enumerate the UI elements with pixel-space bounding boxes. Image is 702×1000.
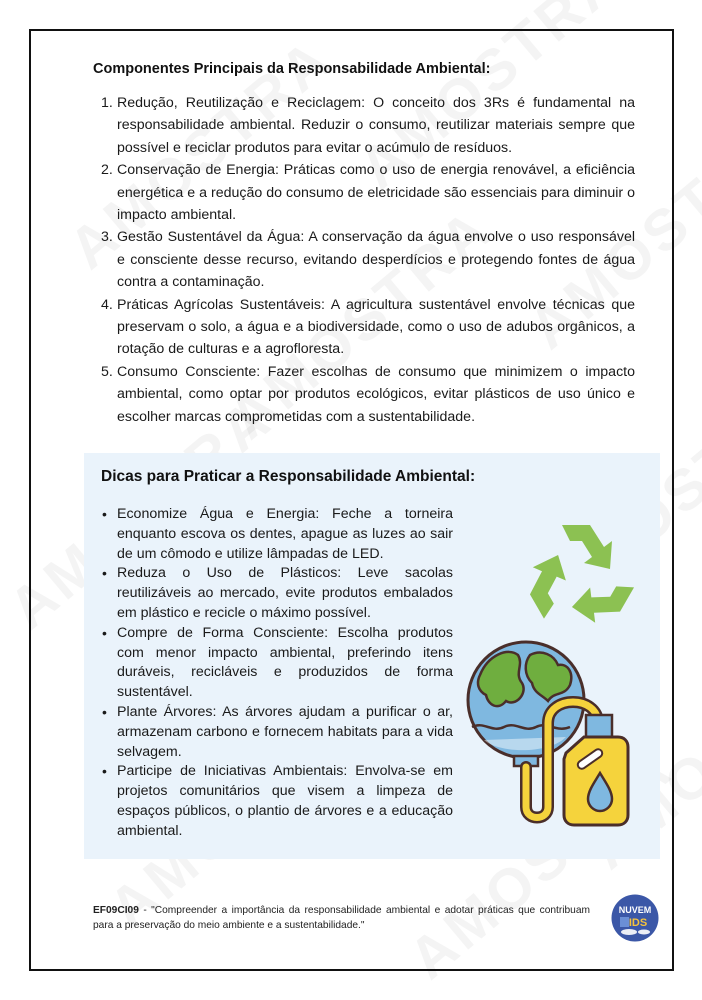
item-number: 4. [101, 296, 113, 313]
tip-text: Plante Árvores: As árvores ajudam a purificar o ar, armazenam carbono e fornecem habitats para a vida selvagem. [117, 703, 453, 760]
skill-code: EF09CI09 [93, 905, 139, 916]
item-number: 5. [101, 363, 113, 380]
item-number: 1. [101, 95, 113, 111]
item-number: 2. [101, 162, 113, 179]
item-text: Gestão Sustentável da Água: A conservação da água envolve o uso responsável e consciente desse recurso, evitando desperdícios e protegendo fontes de água contra a contaminação. [117, 229, 635, 291]
bullet-icon: • [102, 624, 107, 641]
skill-separator: - [138, 905, 152, 916]
tips-title: Dicas para Praticar a Responsabilidade Ambiental: [101, 468, 476, 485]
list-item [101, 703, 453, 762]
bullet-icon: • [102, 506, 107, 522]
bullet-icon: • [102, 763, 107, 780]
list-item [93, 92, 635, 159]
list-item [101, 762, 453, 841]
nuvem-ids-logo [611, 894, 659, 942]
list-item [101, 505, 453, 564]
list-item [93, 226, 635, 293]
tip-text: Economize Água e Energia: Feche a torneira enquanto escova os dentes, apague as luzes ao sair de um cômodo e utilize lâmpadas de LED. [117, 506, 453, 562]
item-text: Conservação de Energia: Práticas como o uso de energia renovável, a eficiência energética e a redução do consumo de eletricidade são essenciais para diminuir o impacto ambiental. [117, 162, 635, 224]
tip-text: Reduza o Uso de Plásticos: Leve sacolas reutilizáveis ao mercado, evite produtos embalados em plástico e recicle o máximo possível. [117, 565, 453, 621]
components-list [93, 92, 635, 428]
environment-illustration [458, 515, 654, 840]
tip-text: Compre de Forma Consciente: Escolha produtos com menor impacto ambiental, preferindo itens duráveis, recicláveis e produzidos de forma sustentável. [117, 624, 453, 701]
tip-text: Participe de Iniciativas Ambientais: Envolva-se em projetos comunitários que visem a limpeza de espaços públicos, o plantio de árvores e a educação ambiental. [117, 763, 453, 839]
list-item [101, 624, 453, 703]
list-item [93, 361, 635, 428]
bullet-icon: • [102, 565, 107, 582]
item-text: Práticas Agrícolas Sustentáveis: A agricultura sustentável envolve técnicas que preservam o solo, a água e a biodiversidade, como o uso de adubos orgânicos, a rotação de culturas e a agrofloresta. [117, 296, 635, 358]
components-title: Componentes Principais da Responsabilidade Ambiental: [93, 61, 491, 77]
bullet-icon: • [102, 703, 107, 720]
list-item [101, 564, 453, 623]
item-text: Redução, Reutilização e Reciclagem: O conceito dos 3Rs é fundamental na responsabilidade ambiental. Reduzir o consumo, reutilizar materiais sempre que possível e reciclar produtos para evitar o acúmulo de resíduos. [117, 95, 635, 156]
list-item [93, 159, 635, 226]
list-item [93, 294, 635, 361]
tips-list [101, 505, 453, 842]
recycle-icon [519, 525, 634, 631]
logo-text-top: NUVEM [618, 905, 652, 915]
item-number: 3. [101, 229, 113, 246]
skill-text: "Compreender a importância da responsabilidade ambiental e adotar práticas que contribuam para a preservação do meio ambiente e a sustentabilidade." [93, 905, 590, 931]
logo-text-bottom: IDS [628, 917, 648, 929]
footer-skill-description [93, 904, 590, 933]
item-text: Consumo Consciente: Fazer escolhas de consumo que minimizem o impacto ambiental, como optar por produtos ecológicos, evitar plásticos de uso único e escolher marcas comprometidas com a sustentabilidade. [117, 363, 635, 425]
